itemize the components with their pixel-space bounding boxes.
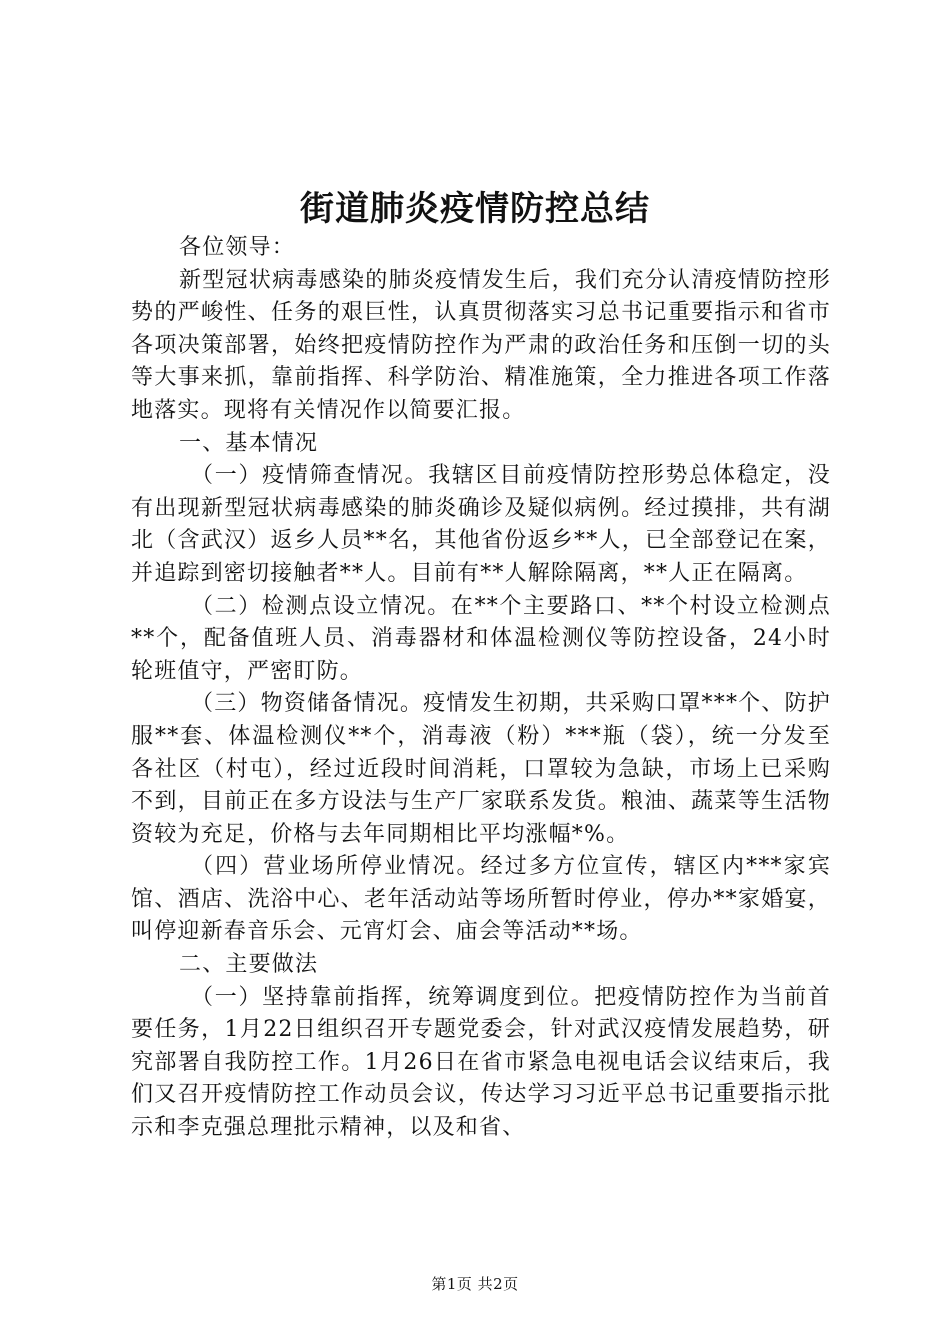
document-body (131, 232, 831, 1145)
paragraph-checkpoints: （二）检测点设立情况。在**个主要路口、**个村设立检测点**个，配备值班人员、消毒器材和体温检测仪等防控设备，24小时轮班值守，严密盯防。 (131, 593, 831, 684)
salutation: 各位领导： (179, 235, 296, 260)
paragraph-command: （一）坚持靠前指挥，统筹调度到位。把疫情防控作为当前首要任务，1月22日组织召开专题党委会，针对武汉疫情发展趋势，研究部署自我防控工作。1月26日在省市紧急电视电话会议结束后，我们又召开疫情防控工作动员会议，传达学习习近平总书记重要指示批示和李克强总理批示精神，以及和省、 (131, 984, 831, 1141)
page-footer: 第1页 共2页 (431, 1275, 519, 1293)
paragraph-intro: 新型冠状病毒感染的肺炎疫情发生后，我们充分认清疫情防控形势的严峻性、任务的艰巨性，认真贯彻落实习总书记重要指示和省市各项决策部署，始终把疫情防控作为严肃的政治任务和压倒一切的头等大事来抓，靠前指挥、科学防治、精准施策，全力推进各项工作落地落实。现将有关情况作以简要汇报。 (131, 267, 831, 423)
paragraph-closures: （四）营业场所停业情况。经过多方位宣传，辖区内***家宾馆、酒店、洗浴中心、老年活动站等场所暂时停业，停办**家婚宴，叫停迎新春音乐会、元宵灯会、庙会等活动**场。 (131, 854, 831, 945)
paragraph-supplies: （三）物资储备情况。疫情发生初期，共采购口罩***个、防护服**套、体温检测仪**个，消毒液（粉）***瓶（袋），统一分发至各社区（村屯），经过近段时间消耗，口罩较为急缺，市场上已采购不到，目前正在多方设法与生产厂家联系发货。粮油、蔬菜等生活物资较为充足，价格与去年同期相比平均涨幅*%。 (131, 691, 831, 847)
section-heading-measures: 二、主要做法 (179, 952, 319, 978)
document-title: 街道肺炎疫情防控总结 (300, 189, 650, 229)
paragraph-screening: （一）疫情筛查情况。我辖区目前疫情防控形势总体稳定，没有出现新型冠状病毒感染的肺炎确诊及疑似病例。经过摸排，共有湖北（含武汉）返乡人员**名，其他省份返乡**人，已全部登记在案，并追踪到密切接触者**人。目前有**人解除隔离，**人正在隔离。 (131, 463, 831, 586)
section-heading-basic: 一、基本情况 (179, 430, 319, 456)
